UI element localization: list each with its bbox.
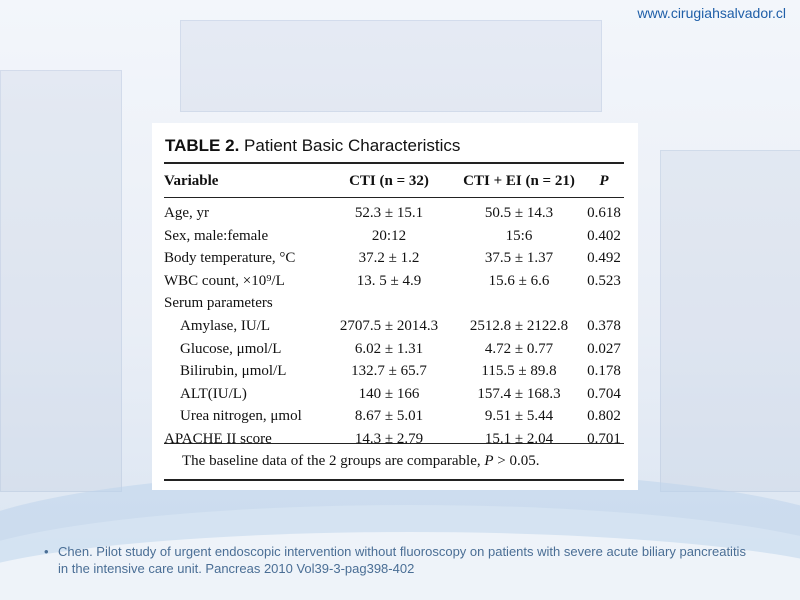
row-cti-ei-cell: 37.5 ± 1.37 bbox=[484, 250, 554, 267]
row-cti-cell: 6.02 ± 1.31 bbox=[354, 340, 424, 357]
column-header: P bbox=[599, 173, 609, 189]
column-header: Variable bbox=[164, 173, 219, 189]
row-p-value-cell: 0.701 bbox=[587, 431, 621, 447]
row-cti-cell: 20:12 bbox=[371, 227, 407, 244]
table-caption: Patient Basic Characteristics bbox=[244, 136, 461, 155]
citation-bullet-item bbox=[44, 543, 758, 577]
row-cti-ei-cell: 157.4 ± 168.3 bbox=[477, 385, 561, 402]
row-cti-ei-cell: 4.72 ± 0.77 bbox=[484, 340, 554, 357]
table-row bbox=[164, 406, 624, 428]
row-variable-cell: Urea nitrogen, μmol bbox=[180, 408, 302, 425]
row-cti-cell: 14.3 ± 2.79 bbox=[354, 431, 424, 447]
row-p-value-cell: 0.618 bbox=[587, 205, 621, 221]
table-header-rule bbox=[164, 197, 624, 198]
row-cti-ei-cell: 2512.8 ± 2122.8 bbox=[469, 318, 569, 334]
table-row bbox=[164, 384, 624, 406]
row-variable-cell: Serum parameters bbox=[164, 295, 273, 312]
row-cti-ei-cell: 115.5 ± 89.8 bbox=[481, 363, 557, 380]
footnote-p: P bbox=[484, 453, 494, 469]
column-header: CTI (n = 32) bbox=[349, 173, 429, 189]
row-cti-ei-cell: 15:6 bbox=[505, 227, 533, 244]
table-row bbox=[164, 248, 624, 270]
table-bottom-rule bbox=[164, 479, 624, 481]
table-row bbox=[164, 226, 624, 248]
table-title bbox=[165, 136, 460, 156]
row-variable-cell: Age, yr bbox=[164, 205, 209, 221]
row-p-value-cell: 0.492 bbox=[587, 250, 621, 267]
row-p-value-cell: 0.802 bbox=[587, 408, 621, 425]
column-header: CTI + EI (n = 21) bbox=[463, 173, 575, 189]
table-row bbox=[164, 271, 624, 293]
table-number: TABLE 2. bbox=[165, 136, 240, 155]
row-cti-cell: 132.7 ± 65.7 bbox=[351, 363, 427, 380]
row-cti-cell: 13. 5 ± 4.9 bbox=[356, 272, 422, 289]
row-p-value-cell: 0.178 bbox=[587, 363, 621, 380]
table-row bbox=[164, 293, 624, 315]
background-building-left bbox=[0, 70, 122, 492]
table-row bbox=[164, 429, 624, 451]
background-building-right bbox=[660, 150, 800, 492]
row-cti-ei-cell: 15.6 ± 6.6 bbox=[488, 272, 550, 289]
row-variable-cell: WBC count, ×10⁹/L bbox=[164, 272, 285, 289]
row-variable-cell: Amylase, IU/L bbox=[180, 318, 270, 334]
row-cti-ei-cell: 9.51 ± 5.44 bbox=[484, 408, 554, 425]
row-variable-cell: Glucose, μmol/L bbox=[180, 340, 282, 357]
row-cti-cell: 8.67 ± 5.01 bbox=[354, 408, 424, 425]
row-variable-cell: Body temperature, °C bbox=[164, 250, 296, 267]
row-cti-cell: 37.2 ± 1.2 bbox=[358, 250, 420, 267]
row-p-value-cell: 0.402 bbox=[587, 227, 621, 244]
footnote-text: The baseline data of the 2 groups are comparable, bbox=[182, 453, 481, 469]
row-p-value-cell: 0.027 bbox=[587, 340, 621, 357]
row-cti-cell: 52.3 ± 15.1 bbox=[354, 205, 424, 221]
row-cti-ei-cell: 15.1 ± 2.04 bbox=[484, 431, 554, 447]
background-building-center bbox=[180, 20, 602, 112]
row-p-value-cell: 0.523 bbox=[587, 272, 621, 289]
footnote-value: > 0.05. bbox=[497, 453, 540, 469]
row-variable-cell: ALT(IU/L) bbox=[180, 385, 247, 402]
table-row bbox=[164, 316, 624, 338]
site-url: www.cirugiahsalvador.cl bbox=[637, 5, 786, 21]
citation-text: Chen. Pilot study of urgent endoscopic intervention without fluoroscopy on patients with severe acute biliary pancreatitis in the intensive care unit. Pancreas 2010 Vol39-3-pag398-402 bbox=[58, 544, 746, 576]
row-variable-cell: APACHE II score bbox=[164, 431, 272, 447]
row-p-value-cell: 0.378 bbox=[587, 318, 621, 334]
table-row bbox=[164, 339, 624, 361]
table-footnote bbox=[182, 453, 540, 470]
table-row bbox=[164, 203, 624, 225]
bullet-icon: • bbox=[44, 544, 49, 559]
row-cti-ei-cell: 50.5 ± 14.3 bbox=[484, 205, 554, 221]
row-cti-cell: 2707.5 ± 2014.3 bbox=[339, 318, 439, 334]
table-row bbox=[164, 361, 624, 383]
row-cti-cell: 140 ± 166 bbox=[358, 385, 420, 402]
row-variable-cell: Bilirubin, μmol/L bbox=[180, 363, 287, 380]
table-header-row bbox=[164, 164, 624, 197]
table-figure bbox=[152, 123, 638, 490]
row-variable-cell: Sex, male:female bbox=[164, 227, 269, 244]
row-p-value-cell: 0.704 bbox=[587, 385, 621, 402]
